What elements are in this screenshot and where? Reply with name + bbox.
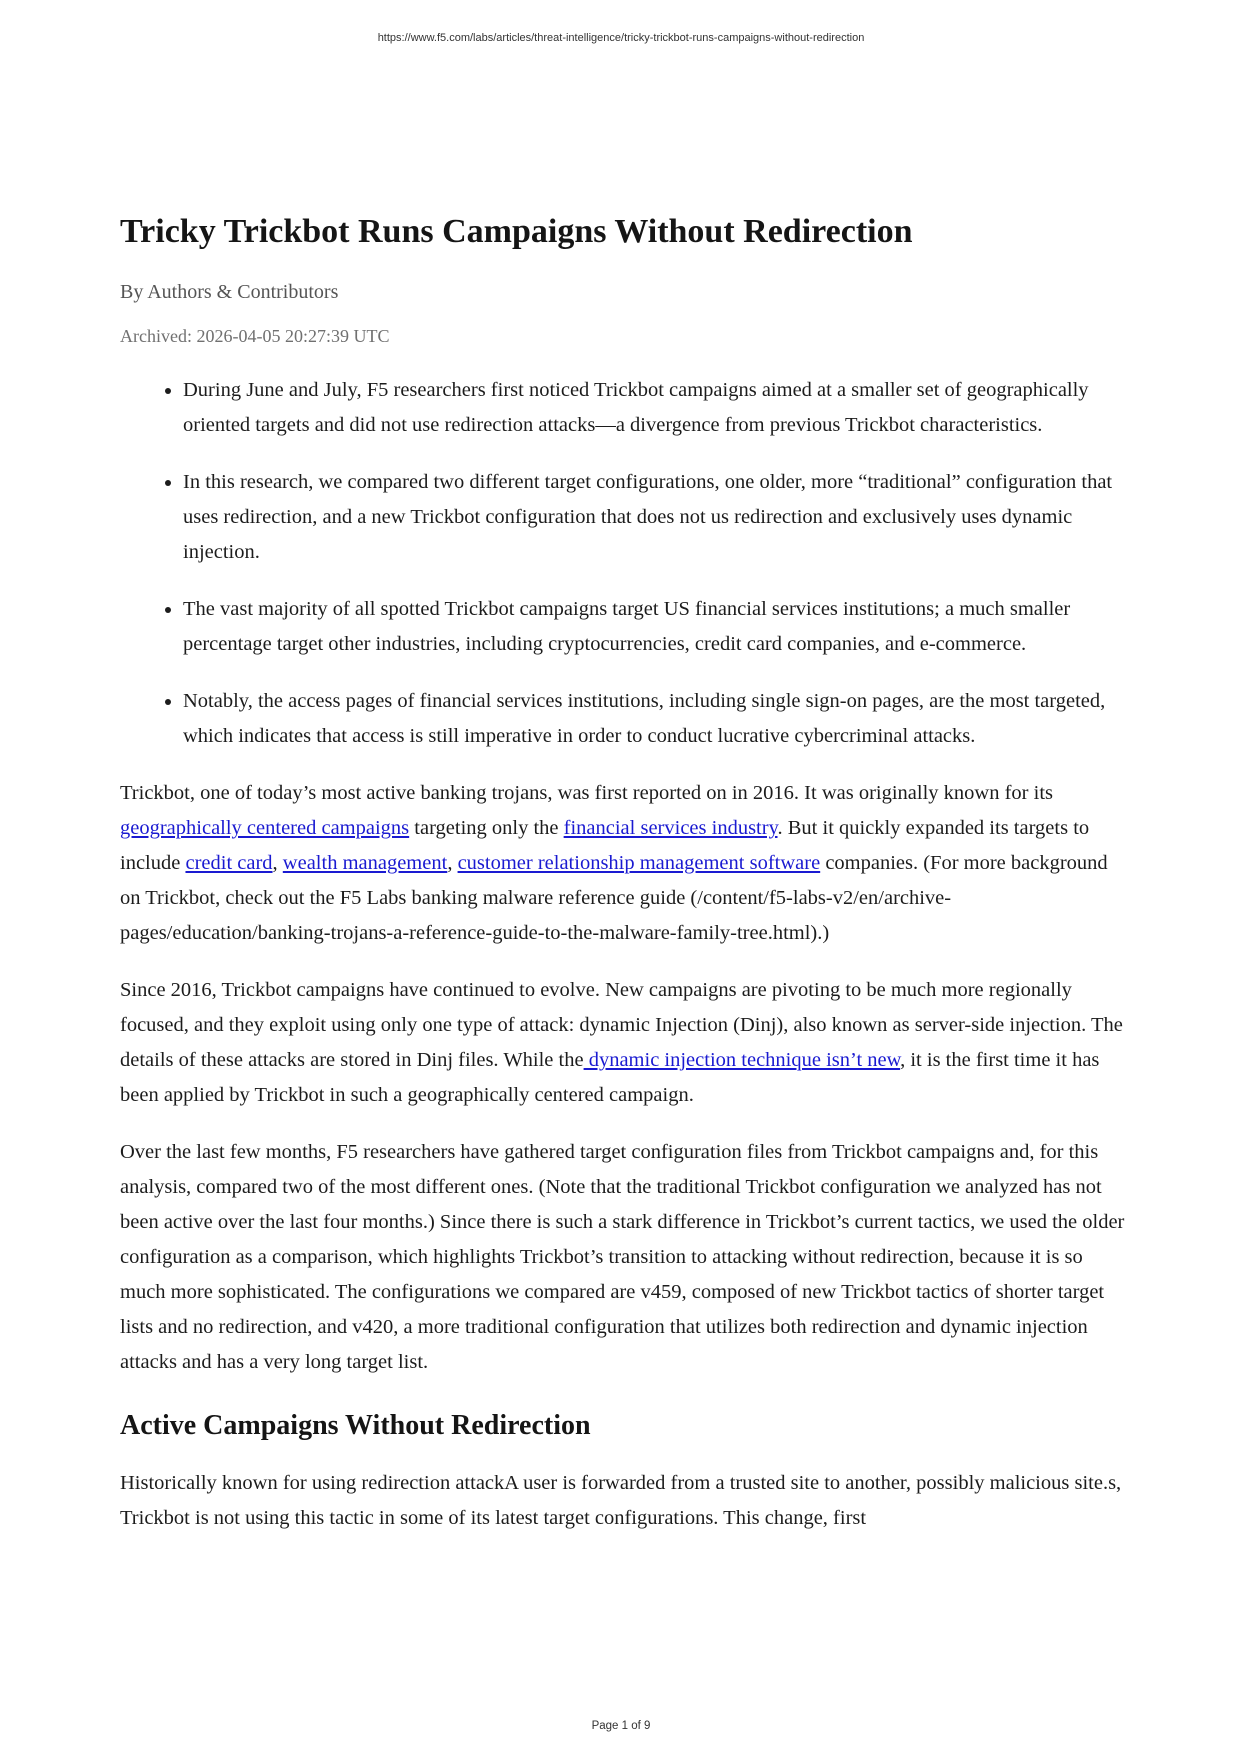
key-findings-list [120, 373, 1130, 754]
text-span: , [447, 852, 458, 875]
text-span: Since 2016, Trickbot campaigns have continued to evolve. New campaigns are pivoting to be much more regionally focused, and they exploit using only one type of attack: dynamic Injection (Dinj), also known as server-side injection. The details of these attacks are stored in Dinj files. While the [120, 979, 1123, 1072]
text-span: , it is the first time it has been applied by Trickbot in such a geographically centered campaign. [120, 1049, 1100, 1107]
text-span: Trickbot, one of today’s most active banking trojans, was first reported on in 2016. It was originally known for its [120, 782, 1053, 805]
list-item: • Notably, the access pages of financial services institutions, including single sign-on pages, are the most targeted, which indicates that access is still imperative in order to conduct lucrative cybercriminal attacks. [183, 684, 1130, 754]
archived-timestamp: Archived: 2026-04-05 20:27:39 UTC [120, 326, 390, 347]
link-geographically-centered-campaigns[interactable]: geographically centered campaigns [120, 817, 410, 840]
link-dynamic-injection-technique[interactable]: dynamic injection technique isn’t new [583, 1049, 901, 1072]
list-item: • In this research, we compared two different target configurations, one older, more “traditional” configuration that uses redirection, and a new Trickbot configuration that does not us redirection and exclusively uses dynamic injection. [183, 465, 1130, 570]
page-number: Page 1 of 9 [591, 1720, 651, 1732]
list-item: • The vast majority of all spotted Trickbot campaigns target US financial services institutions; a much smaller percentage target other industries, including cryptocurrencies, credit card companies, and e-commerce. [183, 592, 1130, 662]
paragraph-redirection: Historically known for using redirection attackA user is forwarded from a trusted site to another, possibly malicious site.s, Trickbot is not using this tactic in some of its latest target configurations. This change, first [120, 1472, 1122, 1530]
link-credit-card[interactable]: credit card [185, 852, 273, 875]
article-title: Tricky Trickbot Runs Campaigns Without Redirection [120, 213, 913, 250]
link-financial-services-industry[interactable]: financial services industry [563, 817, 778, 840]
paragraph-evolution [120, 973, 1130, 1113]
link-crm-software[interactable]: customer relationship management software [457, 852, 821, 875]
link-wealth-management[interactable]: wealth management [282, 852, 448, 875]
text-span: companies. (For more background on Trickbot, check out the F5 Labs banking malware reference guide (/content/f5-labs-v2/en/archive-pages/education/banking-trojans-a-reference-guide-to-the-malware-family-tree.html).) [120, 852, 1108, 945]
article-byline: By Authors & Contributors [120, 281, 339, 304]
text-span: targeting only the [409, 817, 564, 840]
list-item: • During June and July, F5 researchers first noticed Trickbot campaigns aimed at a smaller set of geographically oriented targets and did not use redirection attacks—a divergence from previous Trickbot characteristics. [183, 373, 1130, 443]
paragraph-analysis: Over the last few months, F5 researchers have gathered target configuration files from Trickbot campaigns and, for this analysis, compared two of the most different ones. (Note that the traditional Trickbot configuration we analyzed has not been active over the last four months.) Since there is such a stark difference in Trickbot’s current tactics, we used the older configuration as a comparison, which highlights Trickbot’s transition to attacking without redirection, because it is so much more sophisticated. The configurations we compared are v459, composed of new Trickbot tactics of shorter target lists and no redirection, and v420, a more traditional configuration that utilizes both redirection and dynamic injection attacks and has a very long target list. [120, 1141, 1125, 1374]
text-span: . But it quickly expanded its targets to include [120, 817, 1090, 875]
page-url-header: https://www.f5.com/labs/articles/threat-intelligence/tricky-trickbot-runs-campaigns-without-redirection [377, 32, 865, 44]
text-span: , [272, 852, 283, 875]
section-heading: Active Campaigns Without Redirection [120, 1410, 591, 1442]
article-content [120, 212, 1130, 1558]
paragraph-intro [120, 776, 1130, 951]
